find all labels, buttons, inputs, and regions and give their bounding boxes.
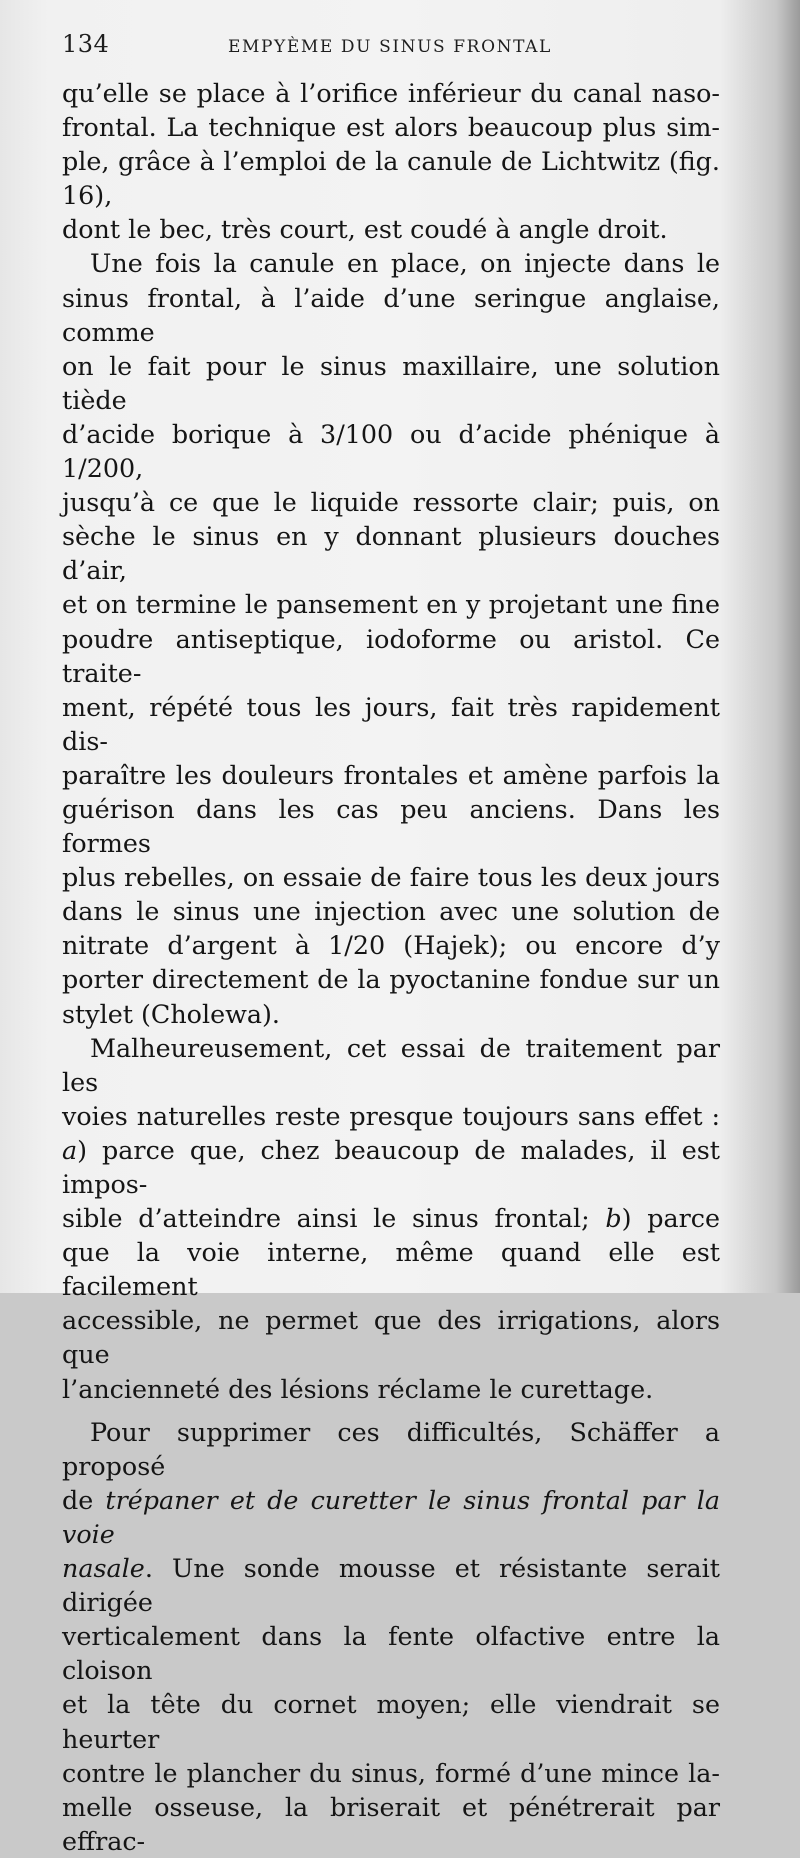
text-line: a) parce que, chez beaucoup de malades, il est impos- [62, 1134, 720, 1199]
text-line: de trépaner et de curetter le sinus frontal par la voie [62, 1484, 720, 1549]
text-line: poudre antiseptique, iodoforme ou aristol. Ce traite- [62, 623, 720, 688]
text-line: Pour supprimer ces difficultés, Schäffer a proposé [62, 1416, 720, 1481]
text-line: que la voie interne, même quand elle est facilement [62, 1237, 720, 1302]
text-line: frontal. La technique est alors beaucoup plus sim- [62, 112, 720, 143]
text-line: verticalement dans la fente olfactive entre la cloison [62, 1621, 720, 1686]
text-line: jusqu’à ce que le liquide ressorte clair; puis, on [62, 487, 720, 518]
text-line: nitrate d’argent à 1/20 (Hajek); ou encore d’y [62, 930, 720, 961]
text-line: sible d’atteindre ainsi le sinus frontal; b) parce [62, 1203, 720, 1234]
text-line: sinus frontal, à l’aide d’une seringue anglaise, comme [62, 282, 720, 347]
text-line: et on termine le pansement en y projetant une fine [62, 589, 720, 620]
body-text [62, 76, 720, 1858]
text-line: guérison dans les cas peu anciens. Dans les formes [62, 793, 720, 859]
page-header [62, 30, 720, 64]
text-line: plus rebelles, on essaie de faire tous les deux jours [62, 862, 720, 893]
text-line: on le fait pour le sinus maxillaire, une solution tiède [62, 350, 720, 415]
text-line: stylet (Cholewa). [62, 998, 280, 1029]
text-line: dont le bec, très court, est coudé à angle droit. [62, 214, 668, 245]
text-line: accessible, ne permet que des irrigations, alors que [62, 1305, 720, 1370]
running-head: EMPYÈME DU SINUS FRONTAL [228, 37, 552, 57]
text-line: sèche le sinus en y donnant plusieurs douches d’air, [62, 521, 720, 586]
text-line: voies naturelles reste presque toujours sans effet : [62, 1100, 720, 1131]
text-line: l’ancienneté des lésions réclame le curettage. [62, 1373, 654, 1404]
text-line: qu’elle se place à l’orifice inférieur du canal naso- [62, 78, 720, 108]
text-line: porter directement de la pyoctanine fondue sur un [62, 964, 720, 995]
text-line: d’acide borique à 3/100 ou d’acide phénique à 1/200, [62, 418, 720, 484]
text-line: Une fois la canule en place, on injecte dans le [90, 248, 720, 279]
text-line: et la tête du cornet moyen; elle viendrait se heurter [62, 1689, 720, 1754]
text-line: dans le sinus une injection avec une solution de [62, 896, 720, 927]
text-line: melle osseuse, la briserait et pénétrerait par effrac- [62, 1791, 720, 1856]
text-line: nasale. Une sonde mousse et résistante serait dirigée [62, 1553, 720, 1618]
text-line: Malheureusement, cet essai de traitement par les [62, 1032, 720, 1097]
page-number: 134 [62, 30, 110, 58]
text-line: ment, répété tous les jours, fait très rapidement dis- [62, 691, 720, 756]
text-line: ple, grâce à l’emploi de la canule de Lichtwitz (fig. 16), [62, 146, 720, 211]
text-line: paraître les douleurs frontales et amène parfois la [62, 759, 720, 790]
text-line: contre le plancher du sinus, formé d’une mince la- [62, 1757, 720, 1788]
